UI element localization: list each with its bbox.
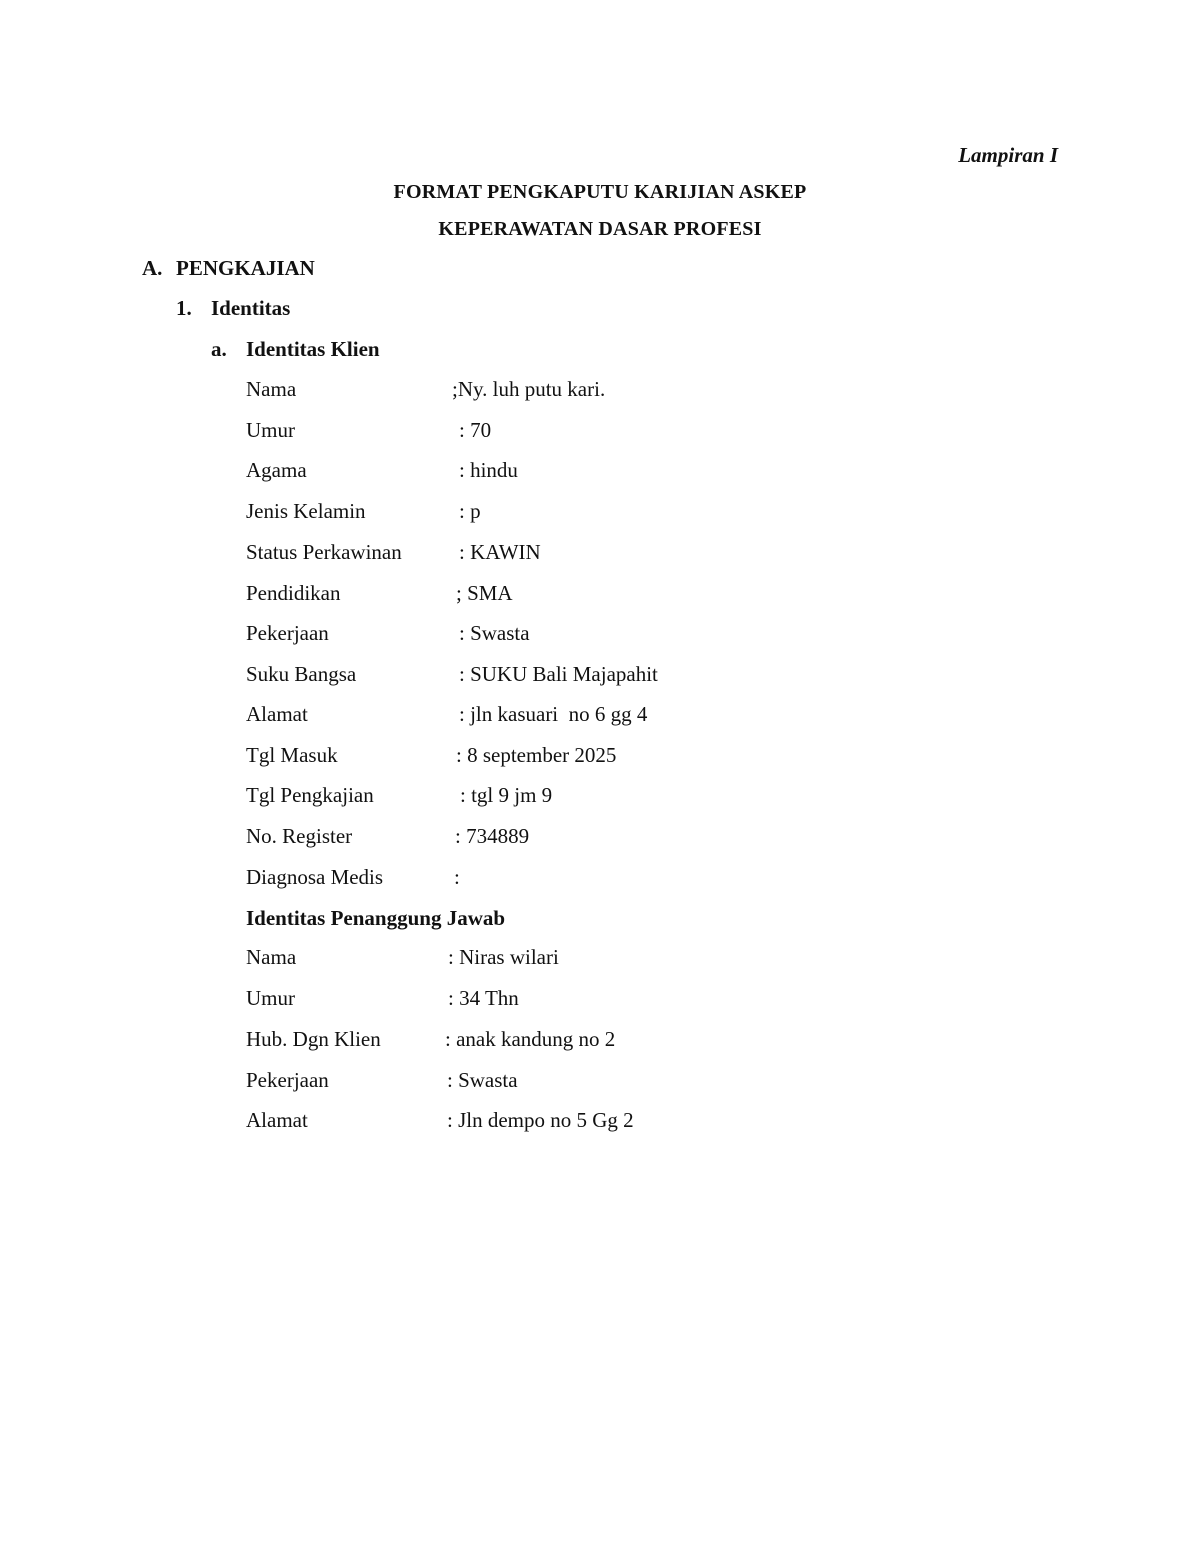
client-field-row — [246, 538, 541, 566]
field-value: ; SMA — [456, 581, 513, 605]
field-value: : 70 — [459, 418, 492, 442]
field-label: Tgl Pengkajian — [246, 783, 374, 807]
field-value: : — [454, 865, 460, 889]
document-title-line-1: FORMAT PENGKAPUTU KARIJIAN ASKEP — [393, 181, 807, 203]
field-value: : 734889 — [455, 824, 530, 848]
client-field-row — [246, 416, 492, 444]
field-label: Alamat — [246, 1108, 308, 1132]
field-value: : p — [459, 499, 481, 523]
field-label: Suku Bangsa — [246, 662, 357, 686]
document-title-line-2: KEPERAWATAN DASAR PROFESI — [438, 218, 762, 240]
responsible-field-row — [246, 984, 519, 1012]
field-label: No. Register — [246, 824, 353, 848]
field-label: Alamat — [246, 702, 308, 726]
field-value: : 34 Thn — [448, 986, 519, 1010]
section-a-number: A. — [142, 256, 163, 280]
client-field-row — [246, 375, 606, 403]
field-label: Pendidikan — [246, 581, 341, 605]
field-label: Hub. Dgn Klien — [246, 1027, 381, 1051]
field-value: : anak kandung no 2 — [445, 1027, 616, 1051]
client-field-row — [246, 619, 530, 647]
field-value: : SUKU Bali Majapahit — [459, 662, 658, 686]
section-1a-heading — [211, 335, 380, 363]
section-1a-number: a. — [211, 337, 227, 361]
field-value: : Swasta — [459, 621, 530, 645]
field-label: Jenis Kelamin — [246, 499, 366, 523]
client-field-row — [246, 456, 518, 484]
section-1-title: Identitas — [211, 296, 291, 320]
client-field-row — [246, 700, 648, 728]
responsible-field-row — [246, 943, 559, 971]
section-a-heading — [142, 254, 315, 282]
section-1-number: 1. — [176, 296, 192, 320]
client-field-row — [246, 863, 460, 891]
field-value: : 8 september 2025 — [456, 743, 617, 767]
field-value: : hindu — [459, 458, 518, 482]
field-label: Tgl Masuk — [246, 743, 338, 767]
section-1a-title: Identitas Klien — [246, 337, 380, 361]
client-field-row — [246, 497, 481, 525]
field-label: Pekerjaan — [246, 1068, 329, 1092]
field-label: Pekerjaan — [246, 621, 329, 645]
field-value: : Niras wilari — [448, 945, 559, 969]
client-field-row — [246, 741, 617, 769]
field-label: Status Perkawinan — [246, 540, 402, 564]
section-a-title: PENGKAJIAN — [176, 256, 315, 280]
responsible-party-heading: Identitas Penanggung Jawab — [246, 906, 506, 930]
responsible-field-row — [246, 1106, 634, 1134]
section-1-heading — [176, 294, 290, 322]
responsible-field-row — [246, 1066, 518, 1094]
responsible-field-row — [246, 1025, 616, 1053]
field-value: : jln kasuari no 6 gg 4 — [459, 702, 648, 726]
field-value: ;Ny. luh putu kari. — [452, 377, 606, 401]
client-field-row — [246, 579, 513, 607]
field-value: : KAWIN — [459, 540, 541, 564]
field-value: : Jln dempo no 5 Gg 2 — [447, 1108, 634, 1132]
appendix-label: Lampiran I — [958, 143, 1058, 167]
field-label: Nama — [246, 377, 297, 401]
field-label: Umur — [246, 418, 295, 442]
field-value: : tgl 9 jm 9 — [460, 783, 553, 807]
field-label: Nama — [246, 945, 297, 969]
field-label: Agama — [246, 458, 307, 482]
field-value: : Swasta — [447, 1068, 518, 1092]
client-field-row — [246, 781, 553, 809]
client-field-row — [246, 660, 658, 688]
client-field-row — [246, 822, 530, 850]
field-label: Diagnosa Medis — [246, 865, 384, 889]
field-label: Umur — [246, 986, 295, 1010]
